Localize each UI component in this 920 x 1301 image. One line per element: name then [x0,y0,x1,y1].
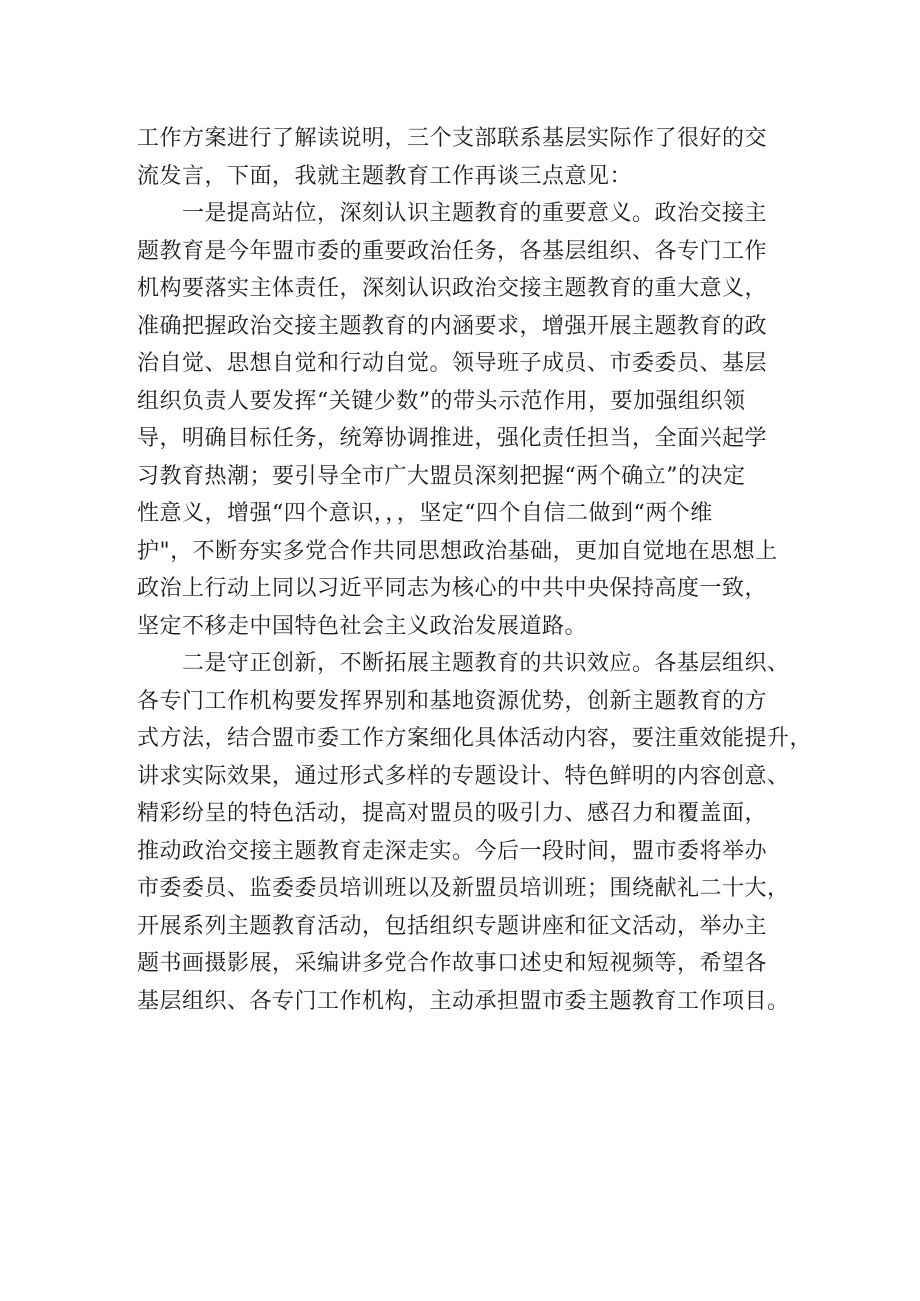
text-line: 讲求实际效果，通过形式多样的专题设计、特色鲜明的内容创意、 [137,763,790,789]
text-line: 精彩纷呈的特色活动，提高对盟员的吸引力、感召力和覆盖面， [137,801,768,826]
text-line: 题书画摄影展，采编讲多党合作故事口述史和短视频等，希望各 [137,951,768,976]
text-line: 性意义，增强“四个意识，，，坚定“四个自信二做到“两个维 [137,501,713,526]
text-line: 机构要落实主体责任，深刻认识政治交接主题教育的重大意义， [137,276,768,301]
text-line: 习教育热潮；要引导全市广大盟员深刻把握“两个确立”的决定 [137,463,746,489]
text-line: 各专门工作机构要发挥界别和基地资源优势，创新主题教育的方 [137,688,768,714]
text-line: 工作方案进行了解读说明，三个支部联系基层实际作了很好的交 [137,126,768,151]
text-line: 式方法，结合盟市委工作方案细化具体活动内容，要注重效能提升， [137,726,813,751]
text-line: 基层组织、各专门工作机构，主动承担盟市委主题教育工作项目。 [137,988,790,1014]
text-line: 护"，不断夯实多党合作共同思想政治基础，更加自觉地在思想上 [137,538,778,564]
text-line: 开展系列主题教育活动，包括组织专题讲座和征文活动，举办主 [137,913,768,939]
text-line: 治自觉、思想自觉和行动自觉。领导班子成员、市委委员、基层 [137,351,768,376]
text-line: 二是守正创新，不断拓展主题教育的共识效应。各基层组织、 [137,651,790,676]
text-line: 推动政治交接主题教育走深走实。今后一段时间，盟市委将举办 [137,838,768,864]
text-line: 市委委员、监委委员培训班以及新盟员培训班；围绕献礼二十大， [137,876,790,901]
text-line: 组织负责人要发挥“关键少数”的带头示范作用，要加强组织领 [137,388,746,414]
text-line: 坚定不移走中国特色社会主义政治发展道路。 [137,613,588,639]
text-line: 准确把握政治交接主题教育的内涵要求，增强开展主题教育的政 [137,313,768,339]
text-line: 导，明确目标任务，统筹协调推进，强化责任担当，全面兴起学 [137,426,768,451]
text-line: 一是提高站位，深刻认识主题教育的重要意义。政治交接主 [137,201,768,226]
text-line: 题教育是今年盟市委的重要政治任务，各基层组织、各专门工作 [137,238,768,264]
text-line: 政治上行动上同以习近平同志为核心的中共中央保持高度一致， [137,576,768,601]
document-body [137,120,827,1020]
text-line: 流发言，下面，我就主题教育工作再谈三点意见： [137,163,633,189]
